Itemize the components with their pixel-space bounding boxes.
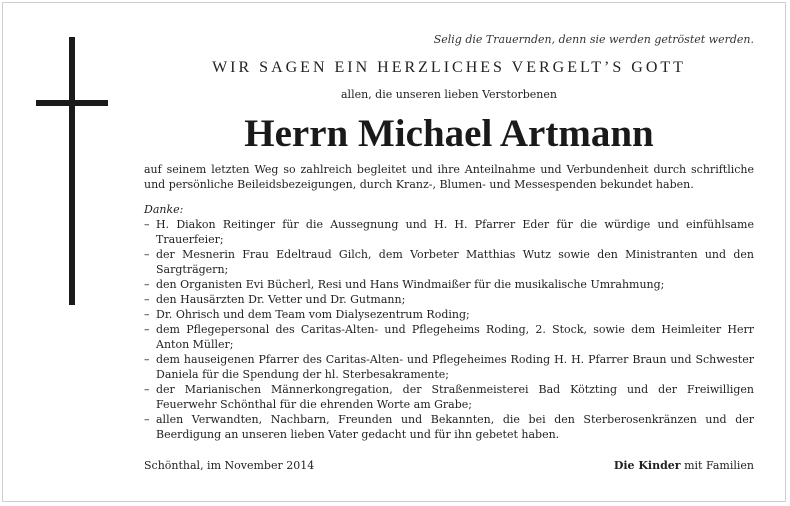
list-item-text: den Organisten Evi Bücherl, Resi und Hans Windmaißer für die musikalische Umrahmung; [156,278,665,291]
motto: Selig die Trauernden, denn sie werden getröstet werden. [433,33,754,46]
signature-bold: Die Kinder [613,459,681,472]
cross-icon-vertical-bar [69,37,75,305]
list-item-text: der Mesnerin Frau Edeltraud Gilch, dem Vorbeter Matthias Wutz sowie den Ministranten und den Sargträgern; [156,248,754,276]
dash-bullet: – [144,323,150,336]
dash-bullet: – [144,248,150,261]
thanks-heading: WIR SAGEN EIN HERZLICHES VERGELT’S GOTT [212,59,686,76]
dash-bullet: – [144,353,150,366]
dash-bullet: – [144,278,150,291]
deceased-name: Herrn Michael Artmann [244,112,654,155]
cross-icon-horizontal-bar [36,100,108,106]
dash-bullet: – [144,413,150,426]
list-item [144,412,754,442]
list-item-text: H. Diakon Reitinger für die Aussegnung und H. H. Pfarrer Eder für die würdige und einfühlsame Trauerfeier; [156,218,754,246]
notice-body [144,32,754,442]
list-item-text: den Hausärzten Dr. Vetter und Dr. Gutmann; [156,293,406,306]
list-item [144,382,754,412]
list-item [144,247,754,277]
dash-bullet: – [144,218,150,231]
danke-label: Danke: [144,203,184,216]
thanks-list [144,217,754,442]
list-item [144,307,754,322]
list-item-text: allen Verwandten, Nachbarn, Freunden und Bekannten, die bei den Sterberosenkränzen und der Beerdigung an unseren lieben Vater gedacht und für ihn gebetet haben. [156,413,754,441]
list-item-text: Dr. Ohrisch und dem Team vom Dialysezentrum Roding; [156,308,470,321]
signature-rest: mit Familien [680,459,754,472]
dash-bullet: – [144,308,150,321]
list-item-text: dem Pflegepersonal des Caritas-Alten- und Pflegeheims Roding, 2. Stock, sowie dem Heimleiter Herr Anton Müller; [156,323,754,351]
list-item [144,217,754,247]
list-item [144,292,754,307]
dash-bullet: – [144,383,150,396]
list-item-text: der Marianischen Männerkongregation, der Straßenmeisterei Bad Kötzting und der Freiwilligen Feuerwehr Schönthal für die ehrenden Worte am Grabe; [156,383,754,411]
intro-text: auf seinem letzten Weg so zahlreich begleitet und ihre Anteilnahme und Verbundenheit durch schriftliche und persönliche Beileidsbezeigungen, durch Kranz-, Blumen- und Messespenden bekundet haben. [144,163,754,191]
signature [614,458,754,473]
place-date: Schönthal, im November 2014 [144,459,315,472]
subheading: allen, die unseren lieben Verstorbenen [341,88,557,101]
list-item [144,322,754,352]
list-item [144,277,754,292]
list-item [144,352,754,382]
dash-bullet: – [144,293,150,306]
list-item-text: dem hauseigenen Pfarrer des Caritas-Alten- und Pflegeheimes Roding H. H. Pfarrer Braun und Schwester Daniela für die Spendung der hl. Sterbesakramente; [156,353,754,381]
